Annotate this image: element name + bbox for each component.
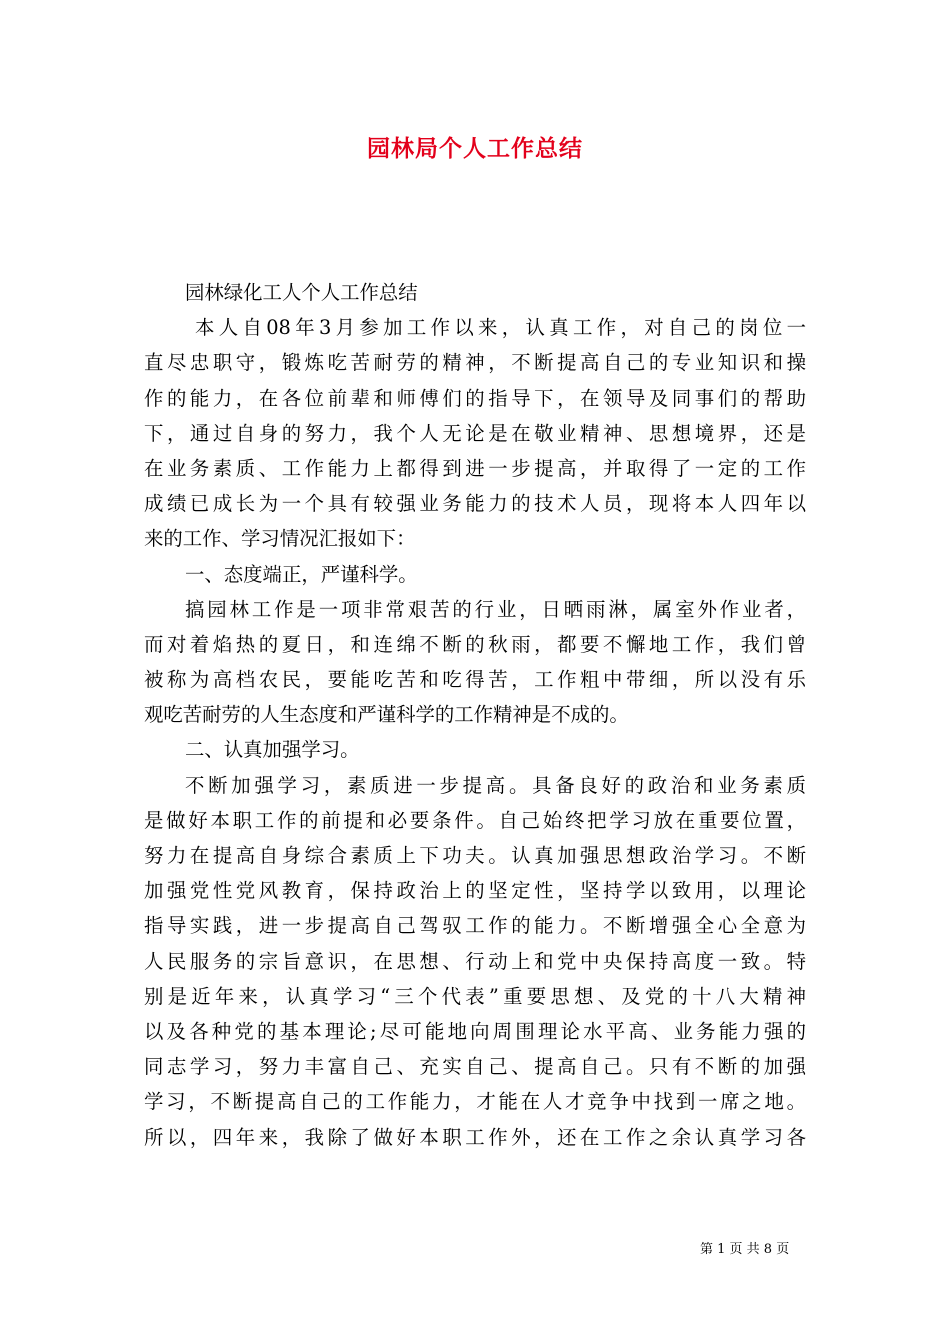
body-line: 同志学习，努力丰富自己、充实自己、提高自己。只有不断的加强 — [144, 1055, 806, 1079]
body-line: 观吃苦耐劳的人生态度和严谨科学的工作精神是不成的。 — [144, 703, 629, 727]
body-line: 别是近年来，认真学习“三个代表”重要思想、及党的十八大精神 — [144, 984, 806, 1008]
body-line: 人民服务的宗旨意识，在思想、行动上和党中央保持高度一致。特 — [144, 949, 806, 973]
body-line: 在业务素质、工作能力上都得到进一步提高，并取得了一定的工作 — [144, 456, 806, 480]
body-line: 是做好本职工作的前提和必要条件。自己始终把学习放在重要位置， — [144, 808, 806, 832]
body-line: 而对着焰热的夏日，和连绵不断的秋雨，都要不懈地工作，我们曾 — [144, 632, 806, 656]
body-line: 以及各种党的基本理论;尽可能地向周围理论水平高、业务能力强的 — [144, 1019, 806, 1043]
body-line: 作的能力，在各位前辈和师傅们的指导下，在领导及同事们的帮助 — [144, 386, 806, 410]
body-line: 本人自08年3月参加工作以来，认真工作，对自己的岗位一 — [195, 316, 806, 340]
body-line: 来的工作、学习情况汇报如下： — [144, 527, 416, 551]
document-title: 园林局个人工作总结 — [367, 135, 583, 162]
body-line: 一、态度端正，严谨科学。 — [185, 562, 418, 586]
body-line: 努力在提高自身综合素质上下功夫。认真加强思想政治学习。不断 — [144, 844, 806, 867]
body-line: 二、认真加强学习。 — [185, 738, 360, 762]
body-line: 被称为高档农民，要能吃苦和吃得苦，工作粗中带细，所以没有乐 — [144, 668, 806, 692]
body-line: 下，通过自身的努力，我个人无论是在敬业精神、思想境界，还是 — [144, 421, 806, 445]
document-body — [144, 275, 806, 1155]
body-line: 学习，不断提高自己的工作能力，才能在人才竞争中找到一席之地。 — [144, 1090, 806, 1114]
body-line: 搞园林工作是一项非常艰苦的行业，日晒雨淋，属室外作业者， — [185, 597, 806, 621]
body-line: 指导实践，进一步提高自己驾驭工作的能力。不断增强全心全意为 — [144, 914, 806, 938]
body-line: 直尽忠职守，锻炼吃苦耐劳的精神，不断提高自己的专业知识和操 — [144, 351, 806, 375]
body-line: 成绩已成长为一个具有较强业务能力的技术人员，现将本人四年以 — [144, 492, 806, 516]
body-line: 不断加强学习，素质进一步提高。具备良好的政治和业务素质 — [185, 773, 806, 797]
page-number-footer: 第 1 页 共 8 页 — [700, 1242, 790, 1257]
body-line: 园林绿化工人个人工作总结 — [185, 281, 418, 304]
body-line: 所以，四年来，我除了做好本职工作外，还在工作之余认真学习各 — [144, 1125, 806, 1149]
body-line: 加强党性党风教育，保持政治上的坚定性，坚持学以致用，以理论 — [144, 879, 806, 903]
